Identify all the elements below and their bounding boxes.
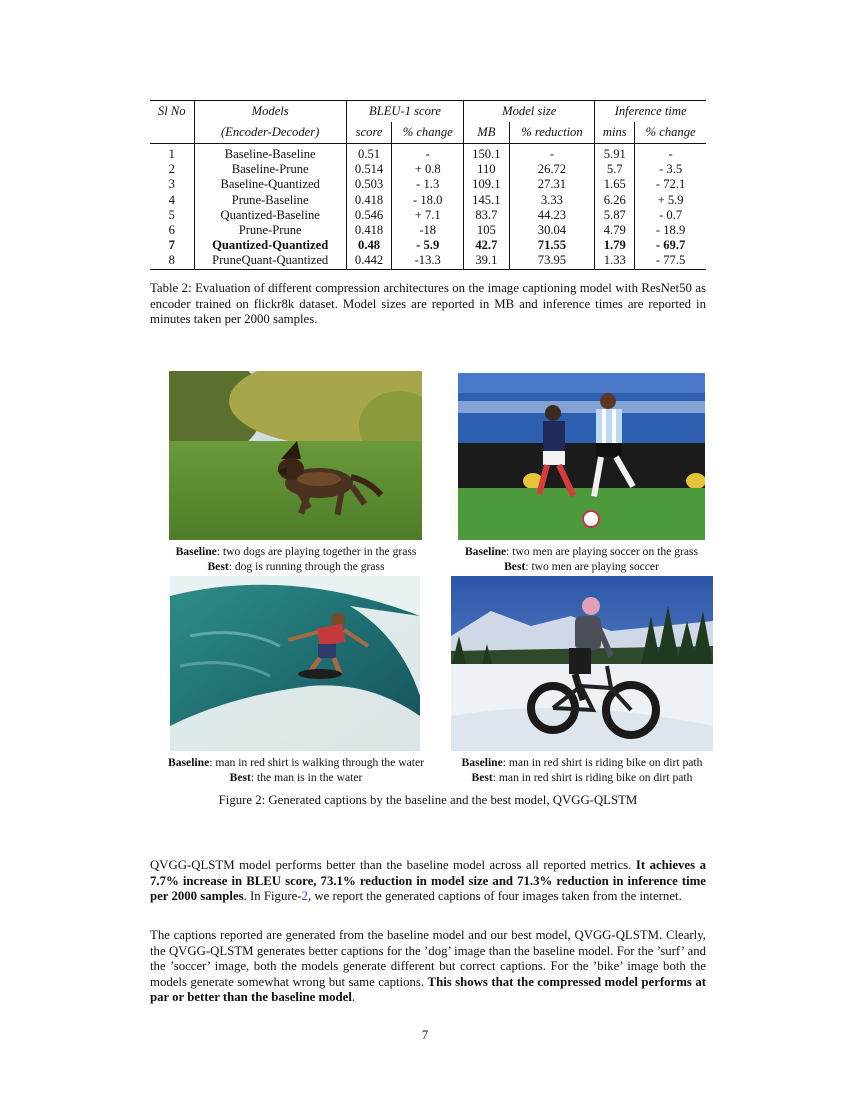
p1-text-b: . In Figure- xyxy=(243,889,302,904)
cell-bleu-change: - 18.0 xyxy=(392,193,464,208)
cell-time-change: - 3.5 xyxy=(659,162,683,177)
cell-time-change: - 18.9 xyxy=(655,223,686,238)
bike-baseline-caption xyxy=(447,755,717,770)
cell-bleu-change: + 0.8 xyxy=(392,162,464,177)
cell-bleu-change: - 1.3 xyxy=(392,177,464,192)
cell-sl: 3 xyxy=(150,177,194,192)
cell-mins: 1.65 xyxy=(595,177,635,192)
dog-best-caption xyxy=(160,559,432,574)
cell-bleu-change: -18 xyxy=(392,223,464,238)
cell-sl: 8 xyxy=(150,253,194,269)
surf-best-caption xyxy=(152,770,440,785)
table-header-row xyxy=(150,101,706,123)
cell-reduction: 26.72 xyxy=(509,162,595,177)
p2-bold: This shows that the compressed model performs at par or better than the baseline model xyxy=(150,974,706,1005)
soccer-best-text: : two men are playing soccer xyxy=(525,560,659,573)
table-row xyxy=(150,208,706,223)
cell-sl: 6 xyxy=(150,223,194,238)
cell-mins: 5.87 xyxy=(595,208,635,223)
header-model-size: Model size xyxy=(464,101,595,123)
table-row xyxy=(150,144,706,163)
table-row xyxy=(150,223,706,238)
subheader-time-change: % change xyxy=(635,122,706,144)
paragraph-2 xyxy=(150,928,706,1006)
cell-mb: 150.1 xyxy=(464,144,509,163)
dog-baseline-text: : two dogs are playing together in the grass xyxy=(216,545,417,558)
baseline-label: Baseline xyxy=(168,756,210,769)
subheader-bleu-change: % change xyxy=(392,122,464,144)
cell-sl: 5 xyxy=(150,208,194,223)
cell-sl: 1 xyxy=(150,144,194,163)
cell-score: 0.546 xyxy=(346,208,391,223)
cell-reduction: 30.04 xyxy=(509,223,595,238)
cell-sl: 4 xyxy=(150,193,194,208)
p1-text-c: , we report the generated captions of four images taken from the internet. xyxy=(307,889,682,904)
best-label: Best xyxy=(504,560,526,573)
baseline-label: Baseline xyxy=(464,545,507,558)
cell-time-change: - 0.7 xyxy=(659,207,683,222)
cell-score: 0.51 xyxy=(346,144,391,163)
soccer-image xyxy=(458,373,705,540)
best-label: Best xyxy=(229,771,251,784)
cell-mb: 110 xyxy=(464,162,509,177)
cell-time-change: - 77.5 xyxy=(635,253,706,269)
cell-time-change: + 5.9 xyxy=(657,192,684,207)
subheader-reduction: % reduction xyxy=(509,122,595,144)
cell-mb: 42.7 xyxy=(464,238,509,253)
soccer-baseline-text: : two men are playing soccer on the grass xyxy=(506,545,699,558)
cell-score: 0.418 xyxy=(346,223,391,238)
cell-model: Baseline-Quantized xyxy=(194,177,346,192)
cell-reduction: 71.55 xyxy=(509,238,595,253)
table-row xyxy=(150,162,706,177)
cell-bleu-change: - 5.9 xyxy=(392,238,464,253)
cell-mb: 145.1 xyxy=(464,193,509,208)
paragraph-1 xyxy=(150,858,706,905)
table-subheader-row xyxy=(150,122,706,144)
soccer-caption xyxy=(452,544,711,574)
dog-best-text: : dog is running through the grass xyxy=(228,560,385,573)
cell-mins: 5.7 xyxy=(595,162,635,177)
table-row-best xyxy=(150,238,706,253)
baseline-label: Baseline xyxy=(461,756,503,769)
cell-mins: 5.91 xyxy=(595,144,635,163)
table-row xyxy=(150,177,706,192)
surf-baseline-caption xyxy=(152,755,440,770)
cell-reduction: 3.33 xyxy=(509,193,595,208)
bike-best-text: : man in red shirt is riding bike on dirt path xyxy=(492,771,693,784)
cell-time-change: - xyxy=(668,147,673,161)
cell-mb: 83.7 xyxy=(464,208,509,223)
cell-model: Prune-Baseline xyxy=(194,193,346,208)
header-inference-time: Inference time xyxy=(595,101,706,123)
p2-text-end: . xyxy=(351,990,356,1005)
cell-mins: 6.26 xyxy=(595,193,635,208)
header-bleu: BLEU-1 score xyxy=(346,101,463,123)
cell-score: 0.503 xyxy=(346,177,391,192)
cell-model: Baseline-Prune xyxy=(194,162,346,177)
figure-caption: Figure 2: Generated captions by the baseline and the best model, QVGG-QLSTM xyxy=(218,793,638,807)
subheader-score: score xyxy=(346,122,391,144)
table-row xyxy=(150,253,706,269)
baseline-label: Baseline xyxy=(175,545,217,558)
cell-bleu-change: -13.3 xyxy=(392,253,464,269)
cell-model: Quantized-Quantized xyxy=(194,238,346,253)
bike-best-caption xyxy=(447,770,717,785)
cell-reduction: - xyxy=(509,144,595,163)
subheader-empty xyxy=(150,122,194,144)
subheader-mins: mins xyxy=(595,122,635,144)
cell-score: 0.418 xyxy=(346,193,391,208)
cell-mins: 1.33 xyxy=(595,253,635,269)
page-number: 7 xyxy=(421,1028,429,1042)
cell-mb: 39.1 xyxy=(464,253,509,269)
cell-mins: 1.79 xyxy=(595,238,635,253)
best-label: Best xyxy=(471,771,493,784)
cell-score: 0.442 xyxy=(346,253,391,269)
cell-bleu-change: - xyxy=(392,144,464,163)
best-label: Best xyxy=(207,560,229,573)
dog-image xyxy=(169,371,422,540)
cell-score: 0.514 xyxy=(346,162,391,177)
cell-time-change: - 69.7 xyxy=(655,238,686,253)
surf-best-text: : the man is in the water xyxy=(250,771,363,784)
subheader-mb: MB xyxy=(464,122,509,144)
header-sl-no: Sl No xyxy=(150,101,194,123)
p1-text-a: QVGG-QLSTM model performs better than the baseline model across all reported metrics. xyxy=(150,858,636,872)
surf-image xyxy=(170,576,420,751)
surf-caption xyxy=(152,755,440,785)
bike-baseline-text: : man in red shirt is riding bike on dirt path xyxy=(502,756,703,769)
cell-mb: 109.1 xyxy=(464,177,509,192)
subheader-encoder-decoder: (Encoder-Decoder) xyxy=(194,122,346,144)
cell-model: Prune-Prune xyxy=(194,223,346,238)
surf-baseline-text: : man in red shirt is walking through the water xyxy=(209,756,424,769)
dog-baseline-caption xyxy=(160,544,432,559)
table-caption: Table 2: Evaluation of different compression architectures on the image captioning model with ResNet50 as encoder trained on flickr8k dataset. Model sizes are reported in MB and inference times are reported in minutes taken per 2000 samples. xyxy=(150,281,706,327)
results-table xyxy=(150,100,706,270)
header-models: Models xyxy=(194,101,346,123)
cell-model: PruneQuant-Quantized xyxy=(194,253,346,269)
figure-2-link[interactable]: 2 xyxy=(301,889,308,904)
bike-caption xyxy=(447,755,717,785)
cell-bleu-change: + 7.1 xyxy=(392,208,464,223)
bike-image xyxy=(451,576,713,751)
cell-reduction: 44.23 xyxy=(509,208,595,223)
soccer-baseline-caption xyxy=(452,544,711,559)
cell-sl: 7 xyxy=(150,238,194,253)
dog-caption xyxy=(160,544,432,574)
cell-time-change: - 72.1 xyxy=(655,177,686,192)
cell-model: Baseline-Baseline xyxy=(194,144,346,163)
cell-mb: 105 xyxy=(464,223,509,238)
soccer-best-caption xyxy=(452,559,711,574)
cell-model: Quantized-Baseline xyxy=(194,208,346,223)
p1-bold: It achieves a 7.7% increase in BLEU score, 73.1% reduction in model size and 71.3% reduction in inference time per 2000 samples xyxy=(150,858,707,904)
cell-reduction: 73.95 xyxy=(509,253,595,269)
p2-text-a: The captions reported are generated from the baseline model and our best model, QVGG-QLSTM. Clearly, the QVGG-QLSTM generates better captions for the ’dog’ image than the baseline model. For the ’surf’ and the ’soccer’ image, both the models generate different but correct captions. For the ’bike’ image both the models generate somewhat wrong but same captions. xyxy=(150,928,706,989)
cell-reduction: 27.31 xyxy=(509,177,595,192)
table-row xyxy=(150,193,706,208)
cell-sl: 2 xyxy=(150,162,194,177)
cell-mins: 4.79 xyxy=(595,223,635,238)
cell-score: 0.48 xyxy=(346,238,391,253)
